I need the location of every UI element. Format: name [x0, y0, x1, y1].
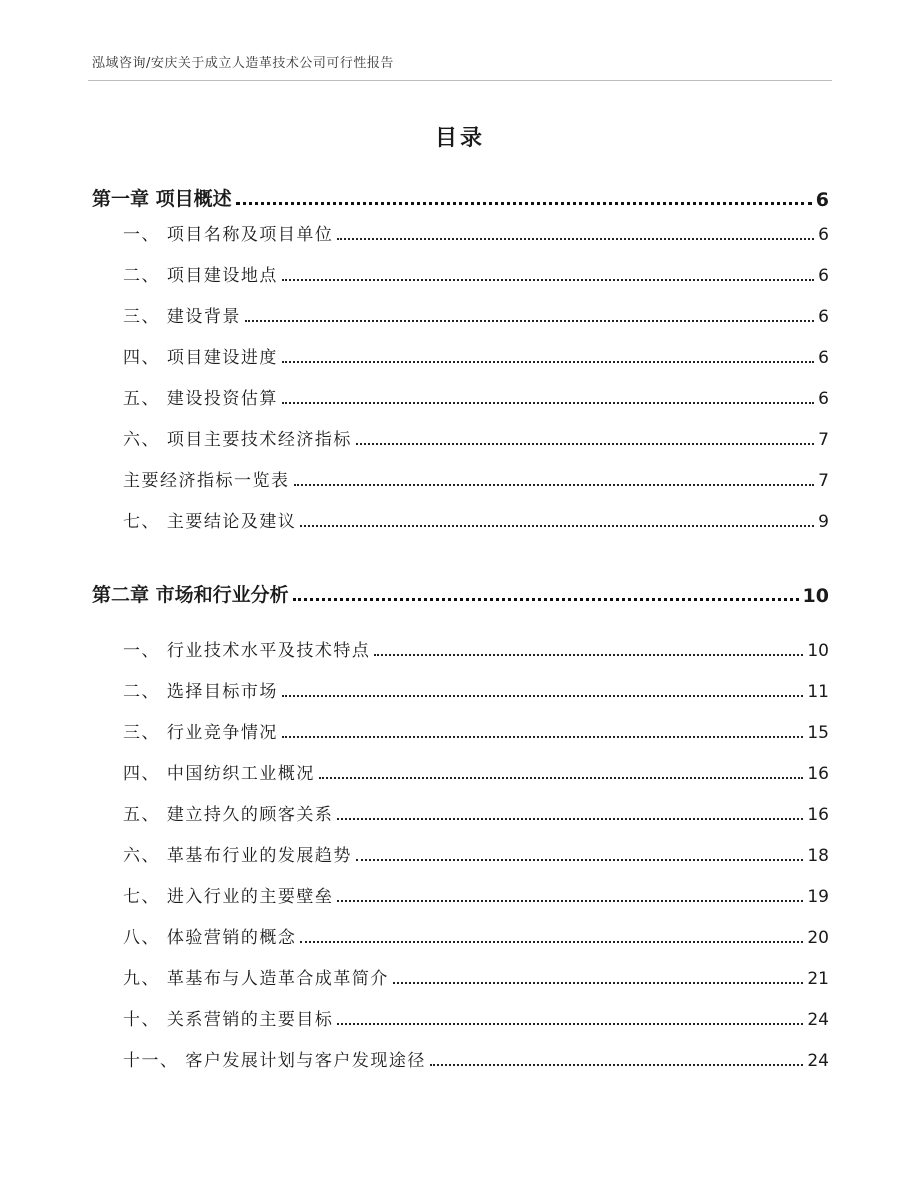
toc-entry-label: 第一章 项目概述	[92, 188, 232, 210]
dot-leader	[293, 598, 799, 601]
dot-leader	[245, 320, 814, 322]
toc-section[interactable]	[123, 422, 829, 450]
toc-entry-label: 六、 革基布行业的发展趋势	[123, 846, 352, 866]
toc-entry-page: 24	[807, 1051, 829, 1071]
running-header: 泓域咨询/安庆关于成立人造革技术公司可行性报告	[92, 56, 394, 71]
toc-section[interactable]	[123, 838, 829, 866]
toc-entry-label: 一、 项目名称及项目单位	[123, 225, 334, 245]
toc-entry-page: 7	[818, 471, 829, 491]
toc-entry-label: 六、 项目主要技术经济指标	[123, 430, 352, 450]
toc-entry-label: 七、 主要结论及建议	[123, 512, 297, 532]
toc-entry-page: 20	[807, 928, 829, 948]
dot-leader	[282, 736, 803, 738]
toc-entry-label: 四、 项目建设进度	[123, 348, 278, 368]
toc-entry-page: 6	[818, 389, 829, 409]
toc-entry-page: 6	[818, 225, 829, 245]
toc-entry-label: 九、 革基布与人造革合成革简介	[123, 969, 389, 989]
toc-entry-label: 二、 选择目标市场	[123, 682, 278, 702]
toc-chapter[interactable]	[92, 183, 829, 211]
toc-entry-label: 四、 中国纺织工业概况	[123, 764, 315, 784]
toc-entry-page: 10	[807, 641, 829, 661]
toc-entry-label: 第二章 市场和行业分析	[92, 584, 289, 606]
toc-entry-label: 八、 体验营销的概念	[123, 928, 297, 948]
toc-section[interactable]	[123, 381, 829, 409]
toc-entry-label: 五、 建立持久的顾客关系	[123, 805, 334, 825]
toc-entry-page: 11	[807, 682, 829, 702]
toc-entry-page: 6	[818, 348, 829, 368]
toc-entry-page: 18	[807, 846, 829, 866]
dot-leader	[282, 695, 803, 697]
toc-entry-page: 6	[815, 189, 829, 211]
toc-entry-page: 24	[807, 1010, 829, 1030]
toc-section[interactable]	[123, 879, 829, 907]
dot-leader	[236, 202, 812, 205]
toc-section[interactable]	[123, 299, 829, 327]
toc-entry-label: 五、 建设投资估算	[123, 389, 278, 409]
dot-leader	[356, 859, 803, 861]
toc-section[interactable]	[123, 674, 829, 702]
toc-section[interactable]	[123, 756, 829, 784]
toc-entry-label: 七、 进入行业的主要壁垒	[123, 887, 334, 907]
dot-leader	[300, 941, 803, 943]
toc-entry-page: 7	[818, 430, 829, 450]
toc-entry-label: 主要经济指标一览表	[123, 471, 290, 491]
toc-entry-page: 9	[818, 512, 829, 532]
toc-entry-page: 6	[818, 266, 829, 286]
toc-entry-page: 16	[807, 764, 829, 784]
toc-entry-label: 三、 行业竞争情况	[123, 723, 278, 743]
dot-leader	[393, 982, 803, 984]
dot-leader	[282, 279, 814, 281]
toc-section[interactable]	[123, 797, 829, 825]
dot-leader	[356, 443, 814, 445]
dot-leader	[430, 1064, 803, 1066]
toc-section[interactable]	[123, 1043, 829, 1071]
toc-section[interactable]	[123, 217, 829, 245]
toc-section[interactable]	[123, 633, 829, 661]
toc-section[interactable]	[123, 1002, 829, 1030]
toc-entry-label: 二、 项目建设地点	[123, 266, 278, 286]
toc-section[interactable]	[123, 504, 829, 532]
dot-leader	[282, 361, 814, 363]
toc-section[interactable]	[123, 463, 829, 491]
dot-leader	[282, 402, 814, 404]
dot-leader	[337, 238, 814, 240]
toc-section[interactable]	[123, 961, 829, 989]
toc-section[interactable]	[123, 920, 829, 948]
toc-entry-page: 6	[818, 307, 829, 327]
dot-leader	[337, 1023, 803, 1025]
toc-entry-label: 十、 关系营销的主要目标	[123, 1010, 334, 1030]
toc-section[interactable]	[123, 340, 829, 368]
toc-title: 目录	[434, 126, 485, 151]
dot-leader	[319, 777, 803, 779]
toc-entry-label: 一、 行业技术水平及技术特点	[123, 641, 371, 661]
dot-leader	[337, 818, 803, 820]
toc-section[interactable]	[123, 715, 829, 743]
toc-chapter[interactable]	[92, 579, 829, 607]
toc-entry-label: 十一、 客户发展计划与客户发现途径	[123, 1051, 426, 1071]
toc-entry-label: 三、 建设背景	[123, 307, 241, 327]
toc-entry-page: 19	[807, 887, 829, 907]
toc-entry-page: 10	[802, 585, 829, 607]
toc-entry-page: 16	[807, 805, 829, 825]
toc-entry-page: 21	[807, 969, 829, 989]
dot-leader	[337, 900, 803, 902]
toc-entry-page: 15	[807, 723, 829, 743]
dot-leader	[300, 525, 814, 527]
dot-leader	[294, 484, 815, 486]
dot-leader	[374, 654, 803, 656]
toc-section[interactable]	[123, 258, 829, 286]
